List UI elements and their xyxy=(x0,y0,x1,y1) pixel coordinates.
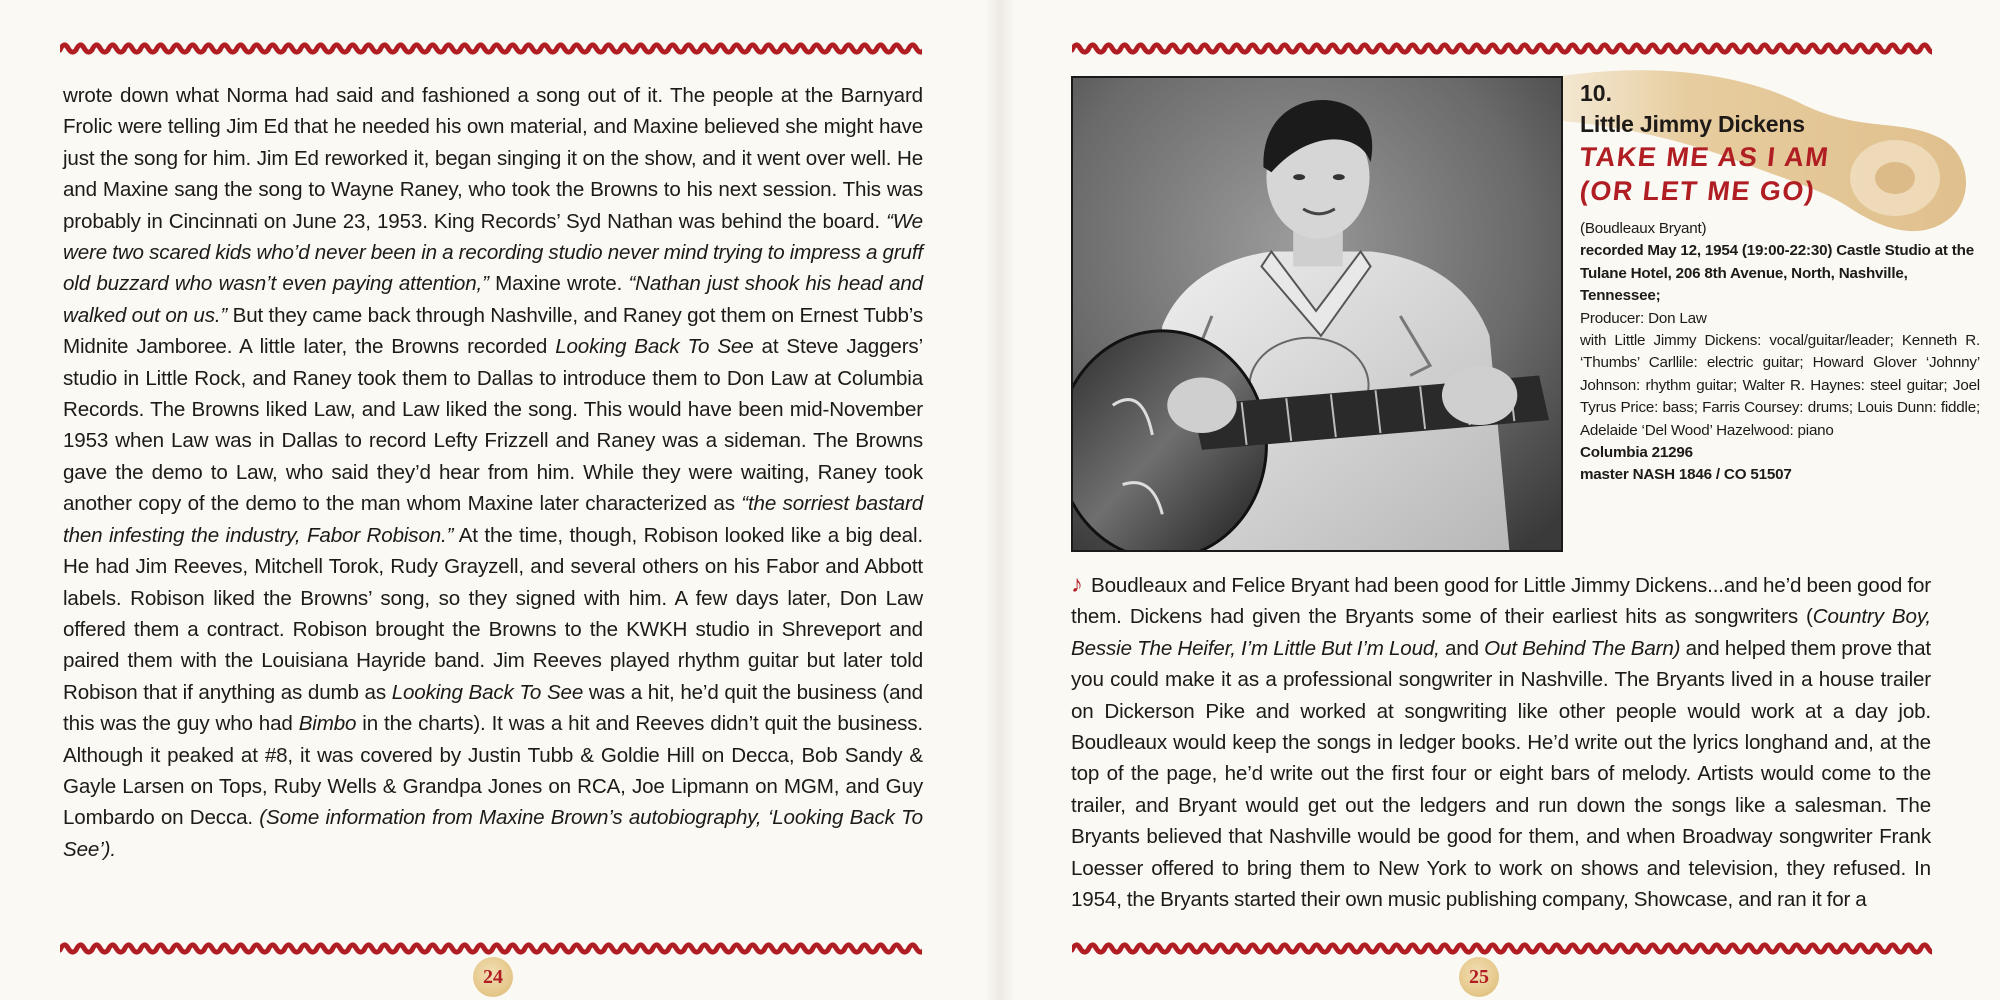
master-number: master NASH 1846 / CO 51507 xyxy=(1580,466,1792,484)
song-title-line-1: TAKE ME AS I AM xyxy=(1578,142,1832,172)
songwriter: (Boudleaux Bryant) xyxy=(1580,220,1707,237)
left-body-paragraph xyxy=(63,80,923,865)
page-number-right xyxy=(1459,957,1499,997)
artist-photo-image xyxy=(1073,78,1561,550)
track-info xyxy=(1580,78,1980,487)
page-number-left xyxy=(473,957,513,997)
page-number-text: 24 xyxy=(483,965,503,988)
wavy-divider-top-right xyxy=(1072,38,1932,58)
musicians: with Little Jimmy Dickens: vocal/guitar/leader; Kenneth R. ‘Thumbs’ Carllile: electric guitar; Howard Glover ‘Johnny’ Johnson: rhythm guitar; Walter R. Haynes: steel guitar; Joel Tyrus Price: bass; Farris Coursey: drums; Louis Dunn: fiddle; Adelaide ‘Del Wood’ Hazelwood: piano xyxy=(1580,332,1980,439)
artist-name: Little Jimmy Dickens xyxy=(1580,111,1805,137)
artist-photo xyxy=(1071,76,1563,552)
song-title-line-2: (OR LET ME GO) xyxy=(1578,176,1818,206)
right-page xyxy=(1000,0,2000,1000)
music-note-icon: ♪ xyxy=(1071,571,1083,598)
recording-details: recorded May 12, 1954 (19:00-22:30) Castle Studio at the Tulane Hotel, 206 8th Avenue, North, Nashville, Tennessee; xyxy=(1580,242,1974,305)
track-credits xyxy=(1580,218,1980,487)
producer: Producer: Don Law xyxy=(1580,309,1707,327)
right-body-paragraph xyxy=(1071,569,1931,915)
catalog-number: Columbia 21296 xyxy=(1580,444,1693,462)
left-paragraph-text: wrote down what Norma had said and fashioned a song out of it. The people at the Barnyard Frolic were telling Jim Ed that he needed his own material, and Maxine believed she might have just the song for him. Jim Ed reworked it, began singing it on the show, and it went over well. He and Maxine sang the song to Wayne Raney, who took the Browns to his next session. This was probably in Cincinnati on June 23, 1953. King Records’ Syd Nathan was behind the board. “We were two scared kids who’d never been in a recording studio never mind trying to impress a gruff old buzzard who wasn’t even paying attention,” Maxine wrote. “Nathan just shook his head and walked out on us.” But they came back through Nashville, and Raney got them on Ernest Tubb’s Midnite Jamboree. A little later, the Browns recorded Looking Back To See at Steve Jaggers’ studio in Little Rock, and Raney took them to Dallas to introduce them to Don Law at Columbia Records. The Browns liked Law, and Law liked the song. This would have been mid-November 1953 when Law was in Dallas to record Lefty Frizzell and Raney was a sideman. The Browns gave the demo to Law, who said they’d hear from him. While they were waiting, Raney took another copy of the demo to the man whom Maxine later characterized as “the sorriest bastard then infesting the industry, Fabor Robison.” At the time, though, Robison looked like a big deal. He had Jim Reeves, Mitchell Torok, Rudy Grayzell, and several others on his Fabor and Abbott labels. Robison liked the Browns’ song, so they signed with him. A few days later, Don Law offered them a contract. Robison brought the Browns to the KWKH studio in Shreveport and paired them with the Louisiana Hayride band. Jim Reeves played rhythm guitar but later told Robison that if anything as dumb as Looking Back To See was a hit, he’d quit the business (and this was the guy who had Bimbo in the charts). It was a hit and Reeves didn’t quit the business. Although it peaked at #8, it was covered by Justin Tubb & Goldie Hill on Decca, Bob Sandy & Gayle Larsen on Tops, Ruby Wells & Grandpa Jones on RCA, Joe Lipmann on MGM, and Guy Lombardo on Decca. (Some information from Maxine Brown’s autobiography, ‘Looking Back To See’). xyxy=(63,84,923,861)
wavy-divider-bottom-right xyxy=(1072,938,1932,958)
track-number: 10. xyxy=(1580,80,1612,106)
wavy-divider-top-left xyxy=(60,38,922,58)
wavy-divider-bottom-left xyxy=(60,938,922,958)
right-paragraph-text: Boudleaux and Felice Bryant had been good for Little Jimmy Dickens...and he’d been good for them. Dickens had given the Bryants some of their earliest hits as songwriters (Country Boy, Bessie The Heifer, I’m Little But I’m Loud, and Out Behind The Barn) and helped them prove that you could make it as a professional songwriter in Nashville. The Bryants lived in a house trailer on Dickerson Pike and worked at songwriting like other people would work at a day job. Boudleaux would keep the songs in ledger books. He’d write out the lyrics longhand and, at the top of the page, he’d write out the first four or eight bars of melody. Artists would come to the trailer, and Bryant would get out the ledgers and run down the songs like a salesman. The Bryants believed that Nashville would be good for them, and when Broadway songwriter Frank Loesser offered to bring them to New York to work on shows and television, they refused. In 1954, the Bryants started their own music publishing company, Showcase, and ran it for a xyxy=(1071,574,1932,912)
page-number-text: 25 xyxy=(1469,965,1489,988)
